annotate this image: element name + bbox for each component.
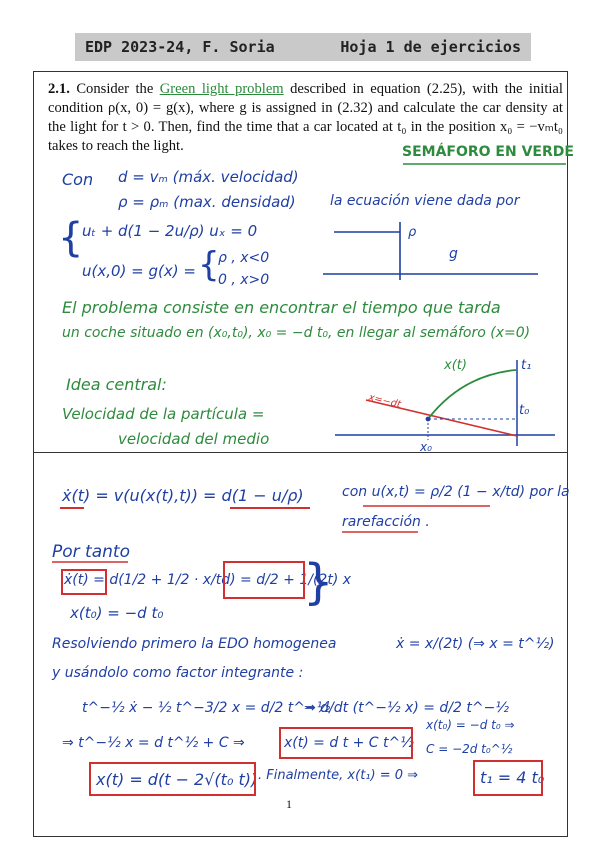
hw-ode: ẋ(t) = d(1/2 + 1/2 · x/td) = d/2 + 1/(2t) x — [64, 572, 352, 588]
hw-result-line: ⇒ t^−½ x = d t^½ + C ⇒ — [62, 735, 245, 751]
hw-usandolo: y usándolo como factor integrante : — [52, 665, 304, 681]
problem-text-b: described in equation (2.25), with the initial condition ρ(x, 0) = g(x), where g is assigned in (2.32) and calculate the car density at the light for t > 0. Then, find the time that a car located at t₀ in the position x₀ = −vₘt₀ takes to reach the light. — [48, 81, 563, 154]
graph-rho-label: ρ — [408, 225, 417, 240]
system-brace-right: } — [303, 554, 334, 610]
header-sheet: Hoja 1 de ejercicios — [340, 38, 521, 56]
hw-xt-general: x(t) = d t + C t^½ — [284, 735, 414, 751]
problem-number: 2.1. — [48, 81, 70, 97]
hw-velocidad-2: velocidad del medio — [118, 430, 270, 448]
hw-final-box: x(t) = d(t − 2√(t₀ t)) — [96, 770, 258, 789]
hw-integ-1: t^−½ ẋ − ½ t^−3/2 x = d/2 t^−½ — [82, 700, 331, 716]
fig-red-line — [366, 400, 517, 436]
hw-homog: ẋ = x/(2t) (⇒ x = t^½) — [396, 636, 555, 652]
problem-text-a: Consider the — [76, 81, 154, 97]
fig-xt-label: x(t) — [444, 358, 467, 373]
hw-finalmente: . Finalmente, x(t₁) = 0 ⇒ — [258, 768, 419, 783]
hw-d-line: d = vₘ (máx. velocidad) — [118, 168, 299, 186]
hw-por-tanto: Por tanto — [52, 542, 130, 562]
hw-pde: uₜ + d(1 − 2u/ρ) uₓ = 0 — [82, 222, 258, 240]
hw-resolviendo: Resolviendo primero la EDO homogenea — [52, 636, 337, 652]
hw-problema-2: un coche situado en (x₀,t₀), x₀ = −d t₀, en llegar al semáforo (x=0) — [62, 325, 531, 341]
hw-con: Con — [62, 170, 94, 189]
hw-ode-ic: x(t₀) = −d t₀ — [70, 604, 164, 622]
xdot-box — [62, 570, 106, 594]
graph-g-label: g — [449, 246, 458, 262]
hw-ic-case2: 0 , x>0 — [218, 272, 270, 288]
hw-ecuacion: la ecuación viene dada por — [330, 193, 520, 209]
hw-problema-1: El problema consiste en encontrar el tiempo que tarda — [62, 298, 501, 317]
fig-start-point — [426, 417, 431, 422]
semaforo-title: SEMÁFORO EN VERDE — [402, 144, 574, 160]
hw-ic-left: u(x,0) = g(x) = — [82, 262, 196, 280]
green-light-link: Green light problem — [159, 81, 284, 97]
hw-idea: Idea central: — [66, 375, 167, 394]
fig-green-curve — [428, 370, 516, 419]
hw-eq1: ẋ(t) = v(u(x(t),t)) = d(1 − u/ρ) — [62, 486, 304, 505]
fig-t1-label: t₁ — [521, 358, 532, 373]
cases-brace: { — [198, 245, 220, 285]
system-brace: { — [58, 215, 84, 261]
header-course: EDP 2023-24, F. Soria — [85, 38, 275, 56]
ode-rhs-box — [224, 562, 304, 598]
fig-t0-label: t₀ — [519, 403, 530, 418]
hw-ic-case1: ρ , x<0 — [218, 250, 270, 266]
hw-c1: x(t₀) = −d t₀ ⇒ — [426, 718, 515, 732]
page-number: 1 — [286, 797, 292, 811]
hw-c2: C = −2d t₀^½ — [426, 742, 513, 756]
general-solution-box — [280, 728, 412, 758]
fig-x0-label: x₀ — [420, 440, 432, 454]
hw-rarefaccion: rarefacción . — [342, 514, 430, 530]
hw-t1-box: t₁ = 4 t₀ — [480, 768, 545, 787]
hw-velocidad-1: Velocidad de la partícula = — [62, 405, 265, 423]
hw-p-line: ρ = ρₘ (max. densidad) — [118, 193, 296, 211]
t1-box — [474, 761, 545, 795]
fig-line-label: x=−dt — [367, 392, 402, 411]
hw-con-u: con u(x,t) = ρ/2 (1 − x/td) por la — [342, 484, 570, 500]
particular-solution-box — [90, 763, 258, 795]
hw-integ-2: ⇒ d/dt (t^−½ x) = d/2 t^−½ — [304, 700, 509, 716]
